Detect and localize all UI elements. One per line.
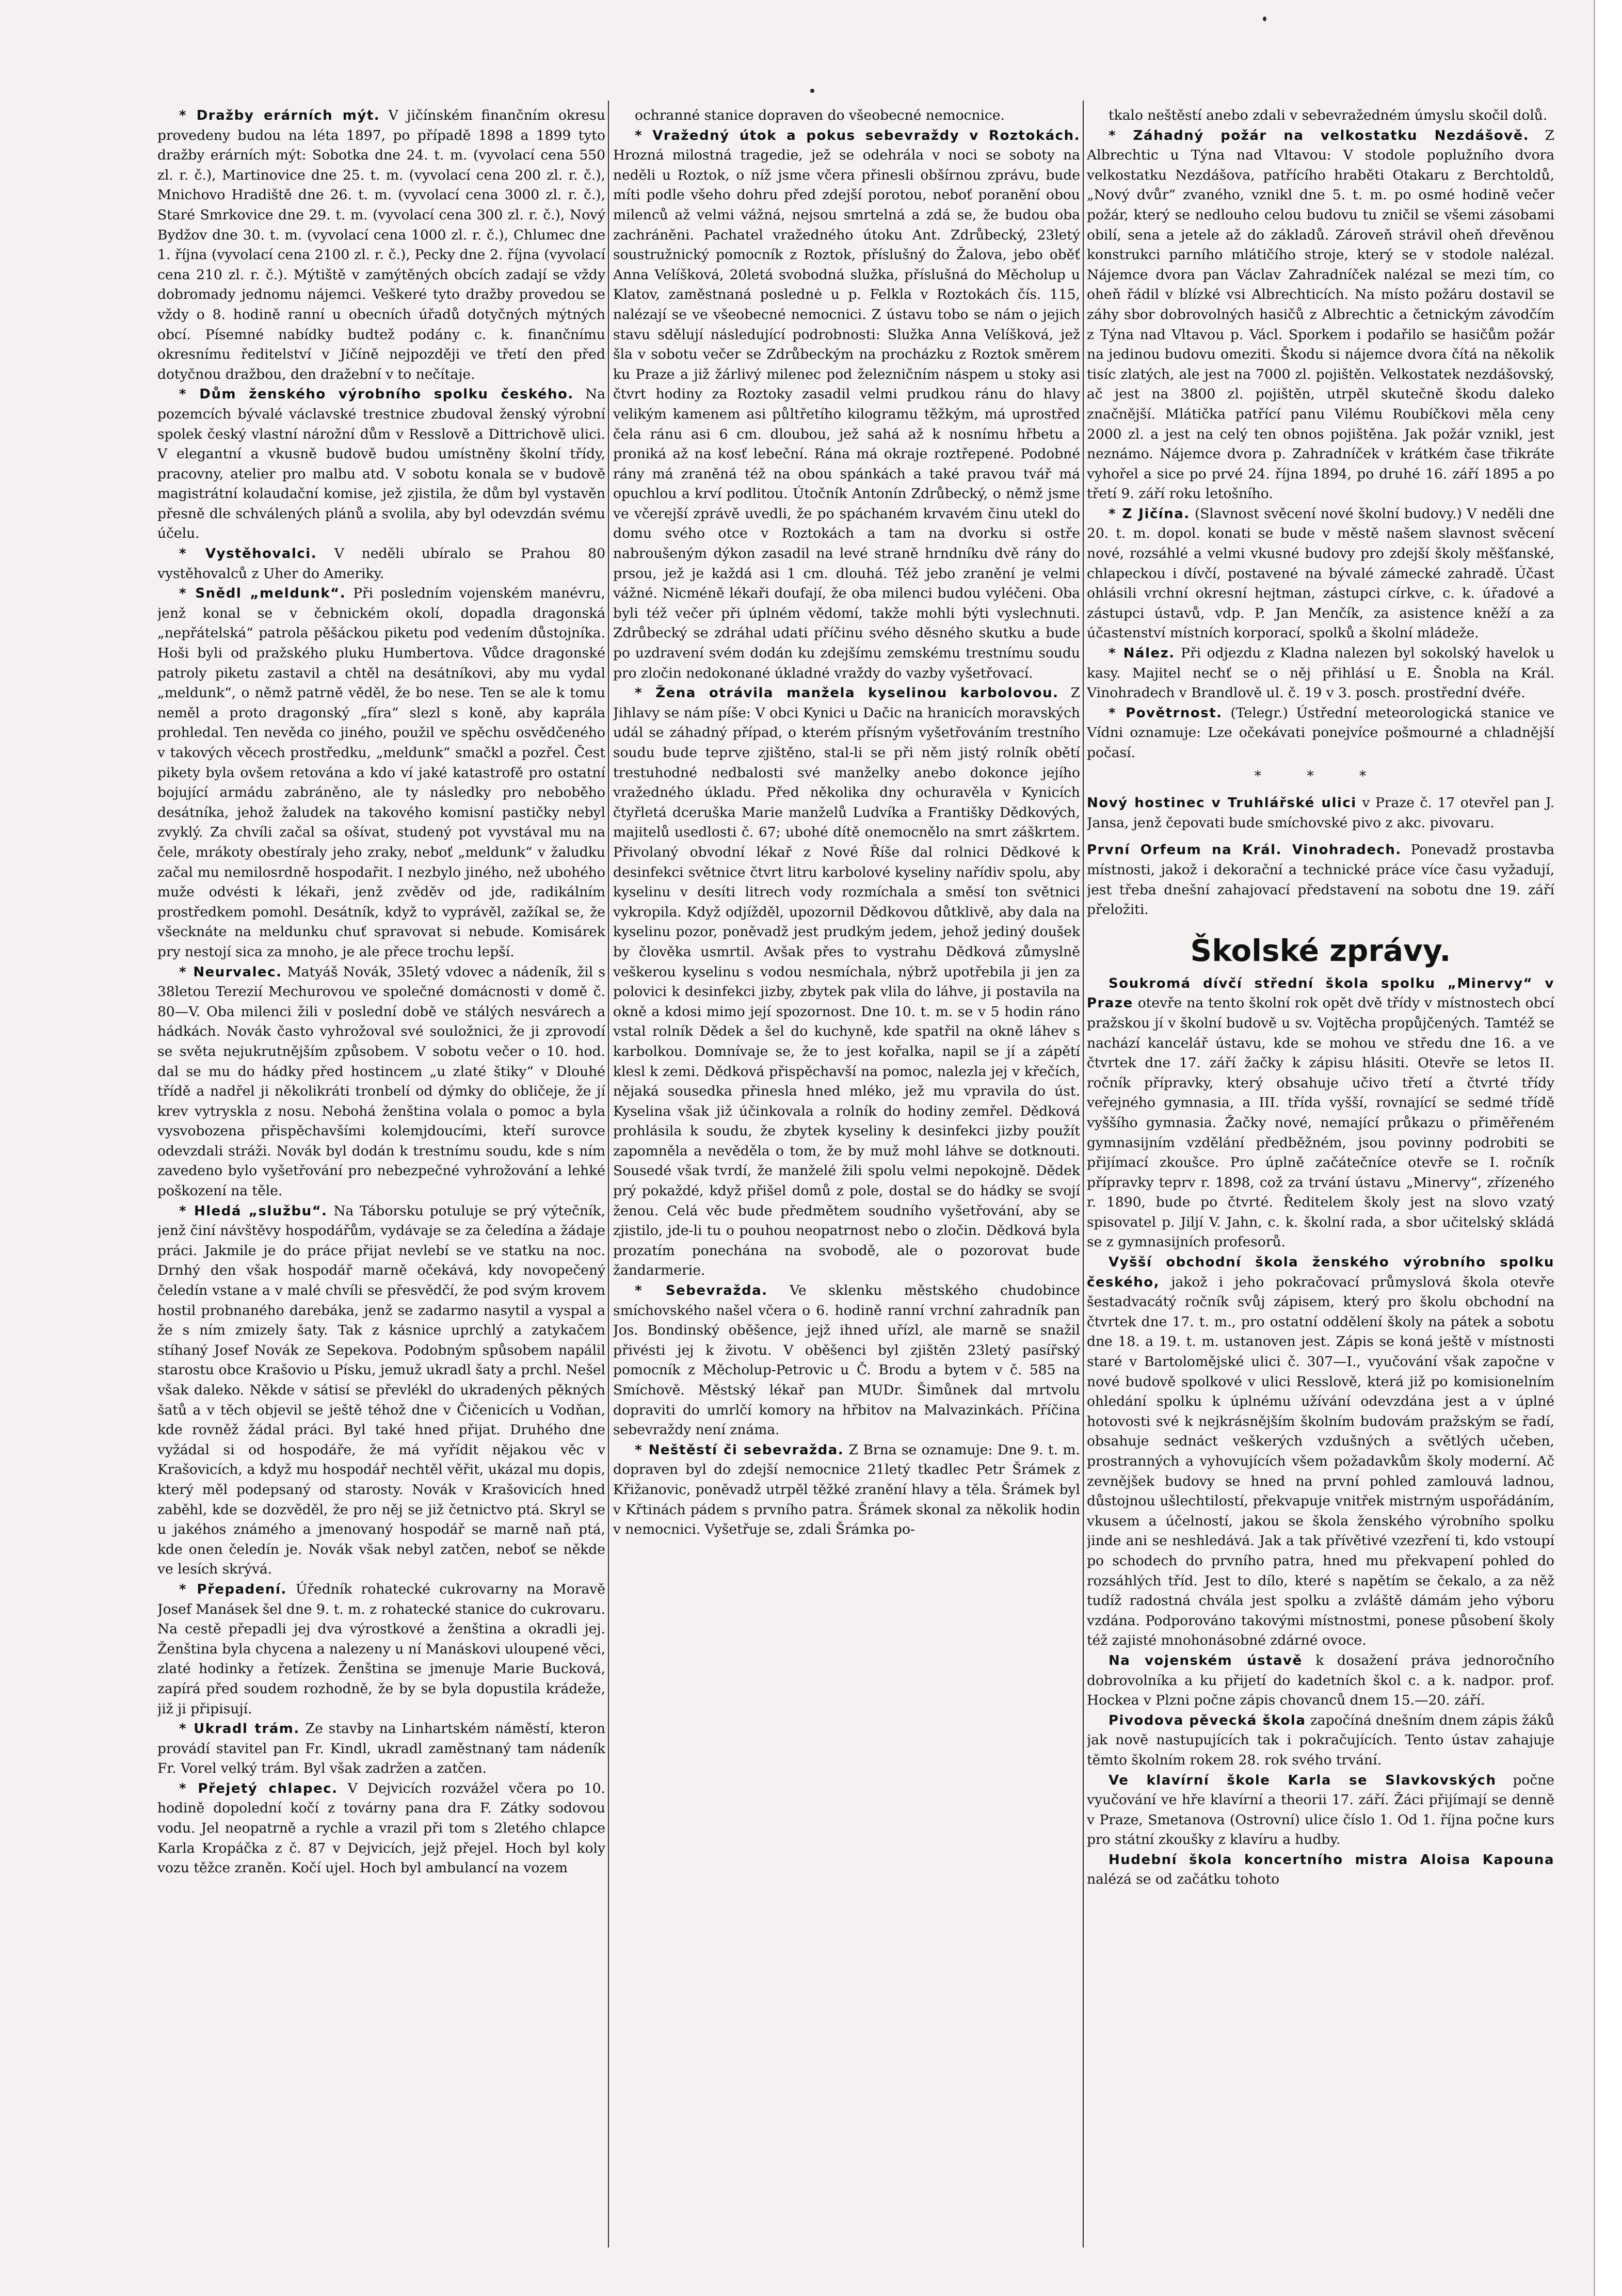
article-headline: * Snědl „meldunk“.	[179, 586, 346, 602]
article-headline: * Vystěhovalci.	[179, 546, 317, 562]
column-3-articles	[1087, 106, 1554, 763]
article-text: Hrozná milostná tragedie, jež se odehrála v noci se soboty na neděli u Roztok, o níž jsme včera přinesli obšírnou zprávu, bude míti podle všeho dohru před zdejší porotou, neboť poranění obou milenců až velmi vážná, nejsou smrtelná a zdá se, že budou oba zachráněni. Pachatel vražedného útoku Ant. Zdrůbecký, 23letý soustružnický pomocník z Roztok, příslušný do Žalova, jebo oběť Anna Velíšková, 20letá svobodná služka, příslušná do Měcholup u Klatov, zaměstnaná poslednė u p. Felkla v Roztokách čís. 115, nalézají se ve všeobecné nemocnici. Z ústavu tobo se nám o jejich stavu sdělují následující podrobnosti: Služka Anna Velíšková, jež šla v sobotu večer se Zdrůbeckým na procházku z Roztok směrem ku Praze a již žárlivý milenec pod železničním náspem u stoky asi čtvrt hodiny za Roztoky zasadil velmi prudkou ránu do hlavy velikým kamenem asi půltřetího kilogramu těžkým, má uprostřed čela ránu asi 6 cm. dloubou, jež sahá až k nosnímu hřbetu a proniká až na kosť lebeční. Rána má okraje roztřepené. Podobné rány má zraněná též na obou spánkách a také pravou tvář má opuchlou a krví podlitou. Útočník Antonín Zdrůbecký, o němž jsme ve včerejší zprávě uvedli, že po spáchaném krvavém činu utekl do domu svého otce v Roztokách a tam na dvorku si ostře nabroušeným dýkon zasadil na levé straně hrndníku dvě rány do prsou, jež je každá asi 1 cm. dlouhá. Též jebo zranění je velmi vážné. Nicméně lékaři doufají, že oba milenci budou vyléčeni. Oba byli též večer při úplném vědomí, takže mohli býti vyslechnuti. Zdrůbecký se zdráhal udati příčinu svého děsného skutku a bude po uzdravení svém dodán ku zdejšímu zemskému trestnímu soudu pro zločin nedokonané úkladné vraždy do vazby vyšetřovací.	[613, 147, 1080, 681]
article	[613, 1440, 1080, 1540]
article-text: V neděli ubíralo se Prahou 80 vystěhovalců z Uher do Ameriky.	[157, 545, 605, 582]
article-headline: * Povětrnost.	[1109, 705, 1223, 721]
article-headline: * Hledá „službu“.	[179, 1203, 328, 1219]
school-news	[1087, 974, 1554, 1890]
article-text: v Praze č. 17 otevřel pan J. Jansa, jenž čepovati bude smíchovské pivo z akc. pivovaru.	[1087, 795, 1554, 831]
article	[1087, 126, 1554, 504]
article	[1087, 1711, 1554, 1771]
article-headline: * Dům ženského výrobního spolku českého.	[179, 387, 574, 403]
page-edge	[1594, 0, 1622, 2296]
article-text: ochranné stanice dopraven do všeobecné nemocnice.	[635, 107, 1005, 123]
article-text: Z Jihlavy se nám píše: V obci Kynici u Dačic na hranicích moravských udál se záhadný případ, o kterém přísným vyšetřováním trestního soudu bude teprve zjištěno, stal-li se při něm jistý rolník obětí trestuhodné nedbalosti své manželky anebo dokonce jejího vražedného úkladu. Před několika dny ochuravěla v Kynicích čtyřletá dceruška Marie manželů Ludvíka a Františky Dědkových, majitelů usedlosti č. 67; ubohé dítě onemocnělo na smrt záškrtem. Přivolaný obvodní lékař z Nové Říše dal rolnici Dědkové k desinfekci světnice čtvrt litru karbolové kyseliny nařídiv spolu, aby kyselinu v desíti litrech vody rozmíchala a směsí ton světnici vykropila. Když odjížděl, upozornil Dědkovou důtklivě, aby dala na kyselinu pozor, poněvadž jest prudkým jedem, jehož jediný doušek by člověka usmrtil. Avšak přes to vystrahu Dědková zůmyslně veškerou kyselinu s vodou nesmíchala, nýbrž upotřebila ji jen za polovici k desinfekci jizby, zbytek pak vlila do láhve, ji postavila na okně a kdosi mimo její spozornost. Dne 10. t. m. se v 5 hodin ráno vstal rolník Dědek a šel do kuchyně, kde spatřil na okně láhev s karbolkou. Domnívaje se, že to jest kořalka, napil se jí a zápětí klesl k zemi. Dědková přispěchavší na pomoc, nalezla jej v křečích, nějaká sousedka přinesla hned mléko, jež mu vpravila do úst. Kyselina však již účinkovala a rolník do hodiny zemřel. Dědková prohlásila k soudu, že zbytek kyseliny k desinfekci jizby použít zapomněla a nevěděla o tom, že by muž mohl láhve se dotknouti. Sousedé však tvrdí, že manželé žili spolu velmi nepokojně. Dědek prý pokaždé, když přišel domů z pole, dostal se do hádky se svojí ženou. Celá věc bude předmětem soudního vyšetřování, aby se zjistilo, jde-li tu o pouhou neopatrnost nebo o zločin. Dědková byla prozatím ponechána na svobodě, ale o pozorovat bude žandarmerie.	[613, 685, 1080, 1279]
article-headline: * Nález.	[1109, 646, 1175, 662]
article	[1087, 106, 1554, 126]
article	[613, 126, 1080, 684]
article-headline: * Přejetý chlapec.	[179, 1780, 338, 1796]
article-text: tkalo neštěstí anebo zdali v sebevražedném úmyslu skočil dolů.	[1109, 107, 1548, 123]
article-headline: Hudební škola koncertního mistra Aloisa Kapouna	[1109, 1852, 1554, 1868]
article-headline: Vyšší obchodní škola ženského výrobního spolku českého,	[1087, 1255, 1554, 1290]
column-1	[157, 106, 605, 2237]
article	[1087, 644, 1554, 703]
article-headline: Pivodova pěvecká škola	[1109, 1712, 1306, 1728]
article	[157, 106, 605, 384]
article	[157, 1779, 605, 1878]
article-text: Z Brna se oznamuje: Dne 9. t. m. dopraven byl do zdejší nemocnice 21letý tkadlec Petr Šrámek z Křižanovic, poněvadž utrpěl těžké zranění hlavy a těla. Šrámek byl v Křtinách pádem s prvního patra. Šrámek skonal za několik hodin v nemocnici. Vyšetřuje se, zdali Šrámka po-	[613, 1441, 1080, 1538]
article	[157, 1580, 605, 1719]
article-text: započíná dnešním dnem zápis žáků jak nově nastupujících tak i pokračujících. Tento ústav zahajuje těmto školním rokem 28. rok svého trvání.	[1087, 1712, 1554, 1768]
article-text: (Telegr.) Ústřední meteorologická stanice ve Vídni oznamuje: Lze očekávati ponejvíce pošmourné a chladnější počasí.	[1087, 704, 1554, 761]
article-headline: * Ukradl trám.	[179, 1721, 300, 1737]
article	[1087, 1253, 1554, 1651]
print-speck	[810, 89, 814, 93]
article-headline: * Záhadný požár na velkostatku Nezdášově.	[1109, 127, 1530, 143]
article	[1087, 793, 1554, 833]
article-text: nalézá se od začátku tohoto	[1087, 1871, 1280, 1888]
article-headline: * Dražby erárních mýt.	[179, 108, 380, 123]
article	[157, 584, 605, 962]
article-text: Ze stavby na Linhartském náměstí, kteron provádí stavitel pan Fr. Kindl, ukradl zaměstnaný tam nádeník Fr. Vorel velký trám. Byl však zadržen a zatčen.	[157, 1721, 605, 1777]
article-headline: Ve klavírní škole Karla se Slavkovských	[1109, 1772, 1497, 1788]
article-headline: * Sebevražda.	[635, 1283, 768, 1299]
article	[1087, 504, 1554, 644]
article-headline: * Žena otrávila manžela kyselinou karbolovou.	[635, 685, 1059, 701]
article-text: Na Táborsku potuluje se prý výtečník, jenž činí návštěvy hospodářům, vydávaje se za čeledína a žádaje práci. Jakmile je do práce přijat nevlebí se ve statku na noc. Drnhý den však hospodář marně očekává, kdy novopečený čeledín vstane a v malé chvíli se přesvědčí, že pod svým krovem hostil probnaného darebáka, jenž se zadarmo nasytil a vyspal a že s ním zmizely šaty. Tak z kásnice uprchlý a zatykačem stíhaný Josef Novák ze Sepekova. Podobným spůsobem napálil starostu obce Krašovio u Písku, jemuž ukradl šaty a prchl. Nešel však daleko. Někde v sátisí se převlékl do ukradených pěkných šatů a v těch objevil se ještě téhož dne v Čičenicích u Vodňan, kde rovněž žádal práci. Byl také hned přijat. Druhého dne vyžádal si od hospodáře, že má vyřídit nějakou věc v Krašovicích, a když mu hospodář nechtěl věřit, ukázal mu dopis, který měl podepsaný od starosty. Novák v Krašovicích hned zaběhl, kde se dozvěděl, že pro něj se již četnictvo ptá. Skryl se u jakéhos známého a jmenovaný hospodář se marně naň ptá, kde onen čeledín je. Novák však nebyl zatčen, neboť se někde ve lesích skrývá.	[157, 1202, 605, 1578]
article	[1087, 703, 1554, 763]
article	[613, 683, 1080, 1281]
article-text: jakož i jeho pokračovací průmyslová škola otevře šestadvacátý ročník svůj zápisem, který pro školu obchodní na čtvrtek dne 17. t. m., pro ostatní oddělení školy na pátek a sobotu dne 18. a 19. t. m. ustanoven jest. Zápis se koná ještě v místnosti staré v Bartolomějské ulici č. 307—I., vyučování však započne v nové budově spolkové v ulici Resslově, která již po komisionelním ohledání spolku k úplnému užívání odevzdána jest a v úplné hotovosti své k nejkrásnějším školním budovám pražským se řadí, obsahuje sednáct veškerých vzdušných a světlých učeben, prostranných a vyhovujících všem požadavkům školy moderní. Ač zevnějšek budovy se hned na první pohled zamlouvá ladnou, důstojnou ušlechtilostí, překvapuje vnitřek mistrným uspořádáním, vkusem a účelností, jakou se škola ženského výrobního spolku jinde ani se neshledává. Jak a tak přívětivé vzezření ti, kdo vstoupí po schodech do prvního patra, hned mu překvapení pohled do rozsáhlých tříd. Jest to dílo, které s napětím se čekalo, a za něž tudíž radostná chvála jest spolku a zvláště dámám jeho výboru vzdána. Podporováno takovými místnostmi, ponese působení školy též zajisté mnohonásobné zdárné ovoce.	[1087, 1274, 1554, 1649]
school-section-title: Školské zprávy.	[1190, 933, 1451, 968]
article	[1087, 1771, 1554, 1850]
article	[1087, 1850, 1554, 1890]
article-text: Při odjezdu z Kladna nalezen byl sokolský havelok u kasy. Majitel nechť se o něj přihlásí u E. Šnobla na Král. Vinohradech v Brandlově ul. č. 19 v 3. posch. prostřední dvéře.	[1087, 645, 1554, 701]
article-text: Z Albrechtic u Týna nad Vltavou: V stodole poplužního dvora velkostatku Nezdášova, patřícího hraběti Otakaru z Berchtoldů, „Nový dvůr“ zvaného, vznikl dne 5. t. m. po osmé hodině večer požár, který se nedlouho celou budovu tu zničil se všemi zásobami obilí, sena a jetele až do základů. Zároveň strávil oheň dřevěnou konstrukci parního mlátičího stroje, který se v stodole nalézal. Nájemce dvora pan Václav Zahradníček nalézal se mezi tím, co oheň řádil v blízké vsi Albrechticích. Na místo požáru dostavil se záhy sbor dobrovolných hasičů z Albrechtic a četnickým závodčím z Týna nad Vltavou p. Václ. Sporkem i podařilo se hasičům požár na jedinou budovu omeziti. Škodu si nájemce dvora čítá na několik tisíc zlatých, ale jest na 7000 zl. pojištěn. Velkostatek nezdášovský, ač jest na 3800 zl. pojištěn, utrpěl skutečně škodu daleko značnější. Mlátička patřící panu Vilému Roubíčkovi měla ceny 2000 zl. a jest na celý ten obnos pojištěna. Jak požár vznikl, jest neznámo. Nájemce dvora p. Zahradníček v krátkém čase třikráte vyhořel a sice po prvé 24. října 1894, po druhé 16. září 1895 a po třetí 9. září roku letošního.	[1087, 127, 1554, 502]
article	[157, 544, 605, 584]
article-text: Matyáš Novák, 35letý vdovec a nádeník, žil s 38letou Terezií Mechurovou ve společné domácnosti v domě č. 80—V. Oba milenci žili v poslední době ve stálých nesvárech a hádkách. Novák často vyhrožoval své souložnici, že ji zprovodí se světa nejukrutnějším způsobem. V sobotu večer o 10. hod. dal se mu do hádky před hostincem „u zlaté štiky“ v Dlouhé třídě a nadřel ji několikráti tronbelí od dýmky do obličeje, že jí krev vytryskla z nosu. Nebohá ženština volala o pomoc a byla vysvobozena přispěchavšími kolemjdoucími, kteří surovce odevzdali stráži. Novák byl dodán k trestnímu soudu, kde s ním zavedeno bylo vyšetřování pro nebezpečné vyhrožování a lehké poškození na těle.	[157, 964, 605, 1199]
notices	[1087, 793, 1554, 920]
article-text: Ponevadž prostavba místnosti, jakož i dekorační a technické práce více času vyžadují, jest třeba dnešní zahajovací představení na sobotu dne 19. září přeložiti.	[1087, 842, 1554, 918]
article-headline: Na vojenském ústavě	[1109, 1652, 1303, 1668]
article-text: počne vyučování ve hře klavírní a theorii 17. září. Žáci přijímají se denně v Praze, Smetanova (Ostrovní) ulice číslo 1. Od 1. října počne kurs pro státní zkoušky z klavíru a hudby.	[1087, 1772, 1554, 1848]
column-rule	[608, 101, 609, 2247]
article	[157, 1719, 605, 1779]
column-2	[613, 106, 1080, 2237]
article-text: (Slavnost svěcení nové školní budovy.) V neděli dne 20. t. m. dopol. konati se bude v městě našem slavnost svěcení nové, rozsáhlé a velmi vkusné budovy pro zdejší školy měšťanské, chlapeckou i dívčí, postavené na bývalé zámecké zahradě. Účast ohlásili vrchní okresní hejtman, zástupci církve, c. k. úřadové a zástupci ústavů, vdp. P. Jan Menčík, za asistence kněží a za účastenství místních korporací, spolků a školní mládeže.	[1087, 505, 1554, 641]
article-text: Při posledním vojenském manévru, jenž konal se v čebnickém okolí, dopadla dragonská „nepřátelská“ patrola pěšáckou piketu pod vedením důstojníka. Hoši byli od pražského pluku Humbertova. Vůdce dragonské patroly piketu zastavil a chtěl na desátníkovi, aby mu vydal „meldunk“, o němž patrně věděl, že bo nese. Ten se ale k tomu neměl a proto dragonský „fíra“ slezl s koně, aby kaprála prohledal. Ten nevěda co jiného, použil ve spěchu osvědčeného v takových věcech prostředku, „meldunk“ smačkl a pozřel. Čest pikety byla ovšem retována a kdo ví jaké katastrofě pro ostatní bojující armádu zabráněno, ale ty následky pro neboběho desátníka, jehož žaludek na takového komisní pastičky nebyl zvyklý. Za chvíli začal sa ošívat, studený pot vyvstával mu na čele, mrákoty obestíraly jeho zraky, neboť „meldunk“ v žaludku začal mu nemilosrdně hospodařit. I nezbylo jiného, než ubohého muže odvésti k lékaři, jenž zvěděv od jde, radikálním prostředkem pomohl. Desátník, když to vyprávěl, zažíkal se, že všecknáte na meldunku chuť spravovat si nebude. Komisárek pry nestojí sica za mnoho, je ale přece trochu lepší.	[157, 585, 605, 960]
article-text: Úředník rohatecké cukrovarny na Moravě Josef Manásek šel dne 9. t. m. z rohatecké stanice do cukrovaru. Na cestě přepadli jej dva výrostkové a ženština a okradli jej. Ženština byla chycena a nalezeny u ní Manáskovi uloupené věci, zlaté hodinky a řetízek. Ženština se jmenuje Marie Bucková, zapírá před soudem rozhodně, že by se byla dopustila krádeže, již ji připisují.	[157, 1581, 605, 1717]
column-rule	[1083, 101, 1084, 2247]
article-text: Na pozemcích bývalé václavské trestnice zbudoval ženský výrobní spolek český vlastní nárožní dům v Resslově a Dittrichově ulici. V elegantní a vkusně budově budou umístněny školní třídy, pracovny, atelier pro malbu atd. V sobotu konala se v budově magistrátní kolaudační komise, jež zjistila, že dům byl vystavěn přesně dle schválených plánů a svolila, aby byl odevzdán svému účelu.	[157, 386, 605, 542]
article-text: k dosažení práva jednoročního dobrovolníka a ku přijetí do kadetních škol c. a k. nadpor. prof. Hockea v Plzni počne zápis chovanců dnem 15.—20. září.	[1087, 1652, 1554, 1709]
separator-stars: * * *	[1254, 767, 1387, 784]
print-speck	[1263, 17, 1266, 21]
article	[1087, 974, 1554, 1253]
article	[157, 1201, 605, 1580]
article-headline: Nový hostinec v Truhlářské ulici	[1087, 795, 1357, 811]
article	[1087, 1651, 1554, 1711]
article	[1087, 840, 1554, 920]
article	[613, 106, 1080, 126]
article-headline: * Přepadení.	[179, 1581, 287, 1597]
article-headline: * Neurvalec.	[179, 964, 282, 980]
article-headline: První Orfeum na Král. Vinohradech.	[1087, 842, 1402, 858]
article-text: V jičínském finančním okresu provedeny budou na léta 1897, po případě 1898 a 1899 tyto dražby erárních mýt: Sobotka dne 24. t. m. (vyvolací cena 550 zl. r. č.), Martinovice dne 25. t. m. (vyvolací cena 200 zl. r. č.), Mnichovo Hradiště dne 26. t. m. (vyvolací cena 3000 zl. r. č.), Staré Smrkovice dne 29. t. m. (vyvolací cena 300 zl. r. č.), Nový Bydžov dne 30. t. m. (vyvolací cena 1000 zl. r. č.), Chlumec dne 1. října (vyvolací cena 2100 zl. r. č.), Pecky dne 2. října (vyvolací cena 210 zl. r. č.). Mýtiště v zamýtěných obcích zadají se vždy dobromady jednomu nájemci. Veškeré tyto dražby provedou se vždy o 8. hodině ranní u obecních úřadů dotyčných mýtných obcí. Písemné nabídky budtež podány c. k. finančnímu okresnímu ředitelství v Jičíně nejpozději ve třetí den před dotyčnou dražbou, den dražební v to nečítaje.	[157, 107, 605, 382]
article-headline: Soukromá dívčí střední škola spolku „Minervy“ v Praze	[1087, 975, 1554, 1011]
article-text: Ve sklenku městského chudobince smíchovského našel včera o 6. hodině ranní vrchní zahradník pan Jos. Bondinský oběšence, jejž ihned uřízl, ale marně se snažil přivésti jej k životu. V oběšenci byl zjištěn 23letý pasířský pomocník z Měcholup-Petrovic u Č. Brodu a bytem v č. 585 na Smíchově. Městský lékař pan MUDr. Šimůnek dal mrtvolu dopraviti do umrlčí komory na hřbitov na Malvazinkách. Příčina sebevraždy není známa.	[613, 1282, 1080, 1438]
column-3	[1087, 106, 1554, 2237]
article-headline: * Vražedný útok a pokus sebevraždy v Roztokách.	[635, 127, 1080, 143]
article-text: otevře na tento školní rok opět dvě třídy v místnostech obcí pražskou jí v školní budově u sv. Vojtěcha propůjčených. Tamtéž se nachází kancelář ústavu, kde se mohou ve středu dne 16. a ve čtvrtek dne 17. září žačky k zápisu hlásiti. Otevře se letos II. ročník přípravky, který obsahuje učivo třetí a čtvrté třídy veřejného gymnasia, a III. třída vyšší, rovnající se sedmé třídě vyššího gymnasia. Žačky nové, nemající průkazu o přiměřeném gymnasijním vzdělání předběžném, jsou povinny podrobiti se přijímací zkoušce. Pro úplně začátečníce otevře se I. ročník přípravky teprv r. 1898, což za trvání ústavu „Minervy“, zřízeného r. 1890, bude po čtvrté. Ředitelem školy jest na slovo vzatý spisovatel p. Jiljí V. Jahn, c. k. školní rada, a sbor učitelský skládá se z gymnasijních profesorů.	[1087, 995, 1554, 1250]
article-headline: * Neštěstí či sebevražda.	[635, 1442, 844, 1458]
article-text: V Dejvicích rozvážel včera po 10. hodině dopolední kočí z továrny pana dra F. Zátky sodovou vodu. Jel neopatrně a rychle a vrazil při tom s 2letého chlapce Karla Kropáčka z č. 87 v Dejvicích, jejž přejel. Hoch byl koly vozu těžce zraněn. Kočí ujel. Hoch byl ambulancí na vozem	[157, 1780, 605, 1876]
article	[157, 384, 605, 544]
article	[613, 1281, 1080, 1440]
article-headline: * Z Jičína.	[1109, 506, 1190, 522]
article	[157, 962, 605, 1201]
